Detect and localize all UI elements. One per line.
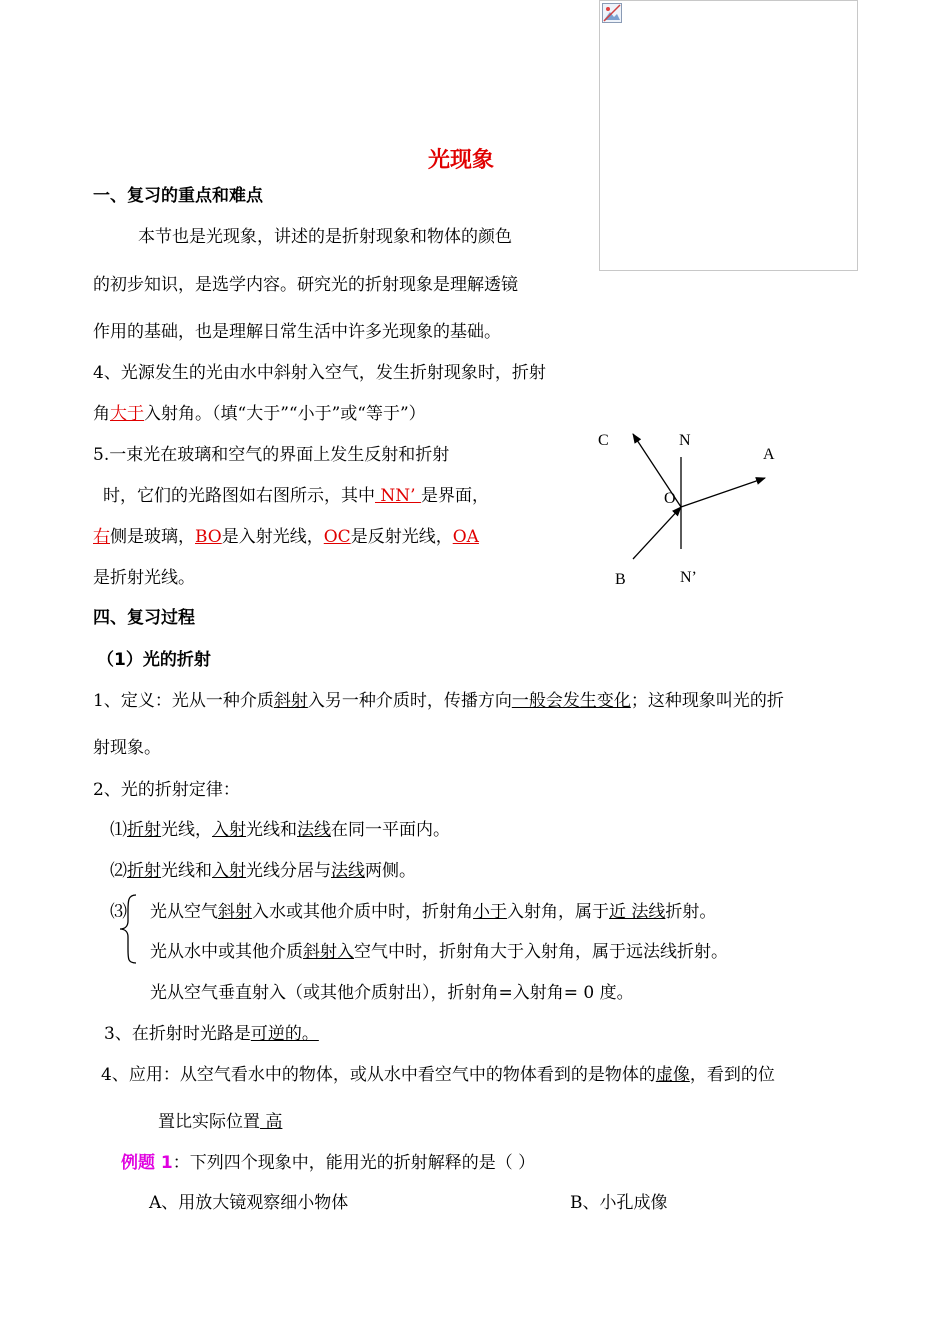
text: 折射。 [665, 902, 717, 922]
label-a: A [763, 446, 775, 463]
answer: OC [323, 527, 351, 547]
underlined-term: 近 法线 [609, 902, 666, 922]
law-line: 光从空气垂直射入（或其他介质射出），折射角=入射角= 0 度。 [150, 983, 634, 1003]
text: 时，它们的光路图如右图所示，其中 [103, 486, 375, 506]
text: 光线分居与 [246, 861, 331, 881]
underlined-term: 斜射 [218, 902, 252, 922]
underlined-term: 可逆的。 [250, 1024, 319, 1044]
example-line [121, 1148, 535, 1173]
list-number: ⑴ [110, 820, 127, 840]
underlined-term: 虚像 [655, 1065, 690, 1085]
underlined-term: 高 [260, 1112, 283, 1132]
text: 角 [93, 404, 110, 424]
underlined-term: 小于 [473, 902, 507, 922]
label-n: N [679, 432, 691, 449]
text: 光从水中或其他介质 [150, 942, 303, 962]
answer: OA [452, 527, 479, 547]
text: ，看到的位 [689, 1065, 775, 1085]
text: 置比实际位置 [158, 1112, 260, 1132]
text: 是反射光线， [350, 527, 453, 547]
underlined-term: 斜射 [273, 691, 308, 711]
label-c: C [598, 432, 609, 449]
text: 空气中时，折射角大于入射角，属于远法线折射。 [354, 942, 728, 962]
text: 光从空气 [150, 902, 218, 922]
option-b: B、小孔成像 [570, 1193, 668, 1213]
label-b: B [615, 571, 626, 588]
application-line [101, 1060, 775, 1085]
text: 入射角。（填“大于”“小于”或“等于”） [144, 404, 426, 424]
label-n-prime: N’ [680, 569, 697, 586]
label-o: O [664, 490, 676, 507]
answer: NN’ [375, 486, 421, 506]
paragraph-line: 的初步知识，是选学内容。研究光的折射现象是理解透镜 [93, 275, 518, 295]
definition-line: 射现象。 [93, 738, 161, 758]
law-line [150, 897, 716, 922]
text: 是界面， [420, 486, 489, 506]
refracted-ray [681, 478, 765, 507]
underlined-term: 折射 [127, 861, 161, 881]
underlined-term: 斜射入 [303, 942, 354, 962]
paragraph-line: 作用的基础，也是理解日常生活中许多光现象的基础。 [93, 322, 501, 342]
image-placeholder [599, 0, 858, 271]
question-4-line: 4、光源发生的光由水中斜射入空气，发生折射现象时，折射 [93, 363, 546, 383]
law-line [110, 815, 450, 840]
question-5-line: 是折射光线。 [93, 568, 195, 588]
question-5-line: 5.一束光在玻璃和空气的界面上发生反射和折射 [93, 445, 450, 465]
text: 光线和 [246, 820, 297, 840]
section-heading: 四、复习过程 [93, 608, 195, 628]
text: 3、在折射时光路是 [104, 1024, 251, 1044]
law-heading: 2、光的折射定律： [93, 780, 240, 800]
text: 光线和 [161, 861, 212, 881]
underlined-term: 入射 [212, 861, 246, 881]
text: 在同一平面内。 [331, 820, 450, 840]
curly-brace [118, 893, 140, 965]
text: 入另一种介质时，传播方向 [307, 691, 512, 711]
incident-ray [633, 507, 681, 559]
question-5-line [103, 481, 489, 506]
page-title: 光现象 [428, 148, 495, 173]
example-label: 例题 1 [121, 1153, 173, 1173]
text: ：下列四个现象中，能用光的折射解释的是（ ） [172, 1153, 536, 1173]
underlined-term: 折射 [127, 820, 161, 840]
text: 入水或其他介质中时，折射角 [252, 902, 473, 922]
underlined-term: 法线 [297, 820, 331, 840]
option-a: A、用放大镜观察细小物体 [149, 1193, 349, 1213]
text: 1、定义：光从一种介质 [93, 691, 274, 711]
broken-image-icon [602, 3, 622, 23]
text: 两侧。 [365, 861, 416, 881]
answer: 大于 [110, 404, 144, 424]
text: 侧是玻璃， [110, 527, 195, 547]
underlined-term: 法线 [331, 861, 365, 881]
question-4-line [93, 399, 426, 424]
answer: 右 [93, 527, 110, 547]
text: 光线， [161, 820, 212, 840]
law-line [110, 856, 416, 881]
list-number: ⑶ [110, 902, 127, 922]
definition-line [93, 686, 784, 711]
text: ；这种现象叫光的折 [630, 691, 784, 711]
text: 4、应用：从空气看水中的物体，或从水中看空气中的物体看到的是物体的 [101, 1065, 656, 1085]
refraction-diagram [590, 425, 790, 595]
paragraph-line: 本节也是光现象，讲述的是折射现象和物体的颜色 [138, 227, 512, 247]
section-heading: 一、复习的重点和难点 [93, 186, 263, 206]
law-line [150, 937, 728, 962]
underlined-term: 入射 [212, 820, 246, 840]
text: 入射角，属于 [507, 902, 609, 922]
question-5-line [93, 522, 479, 547]
list-number: ⑵ [110, 861, 127, 881]
text: 是入射光线， [221, 527, 324, 547]
subsection-heading: （1）光的折射 [97, 650, 211, 670]
answer: BO [195, 527, 222, 547]
application-line [158, 1107, 282, 1132]
reversibility-line [104, 1019, 319, 1044]
underlined-term: 一般会发生变化 [511, 691, 631, 711]
